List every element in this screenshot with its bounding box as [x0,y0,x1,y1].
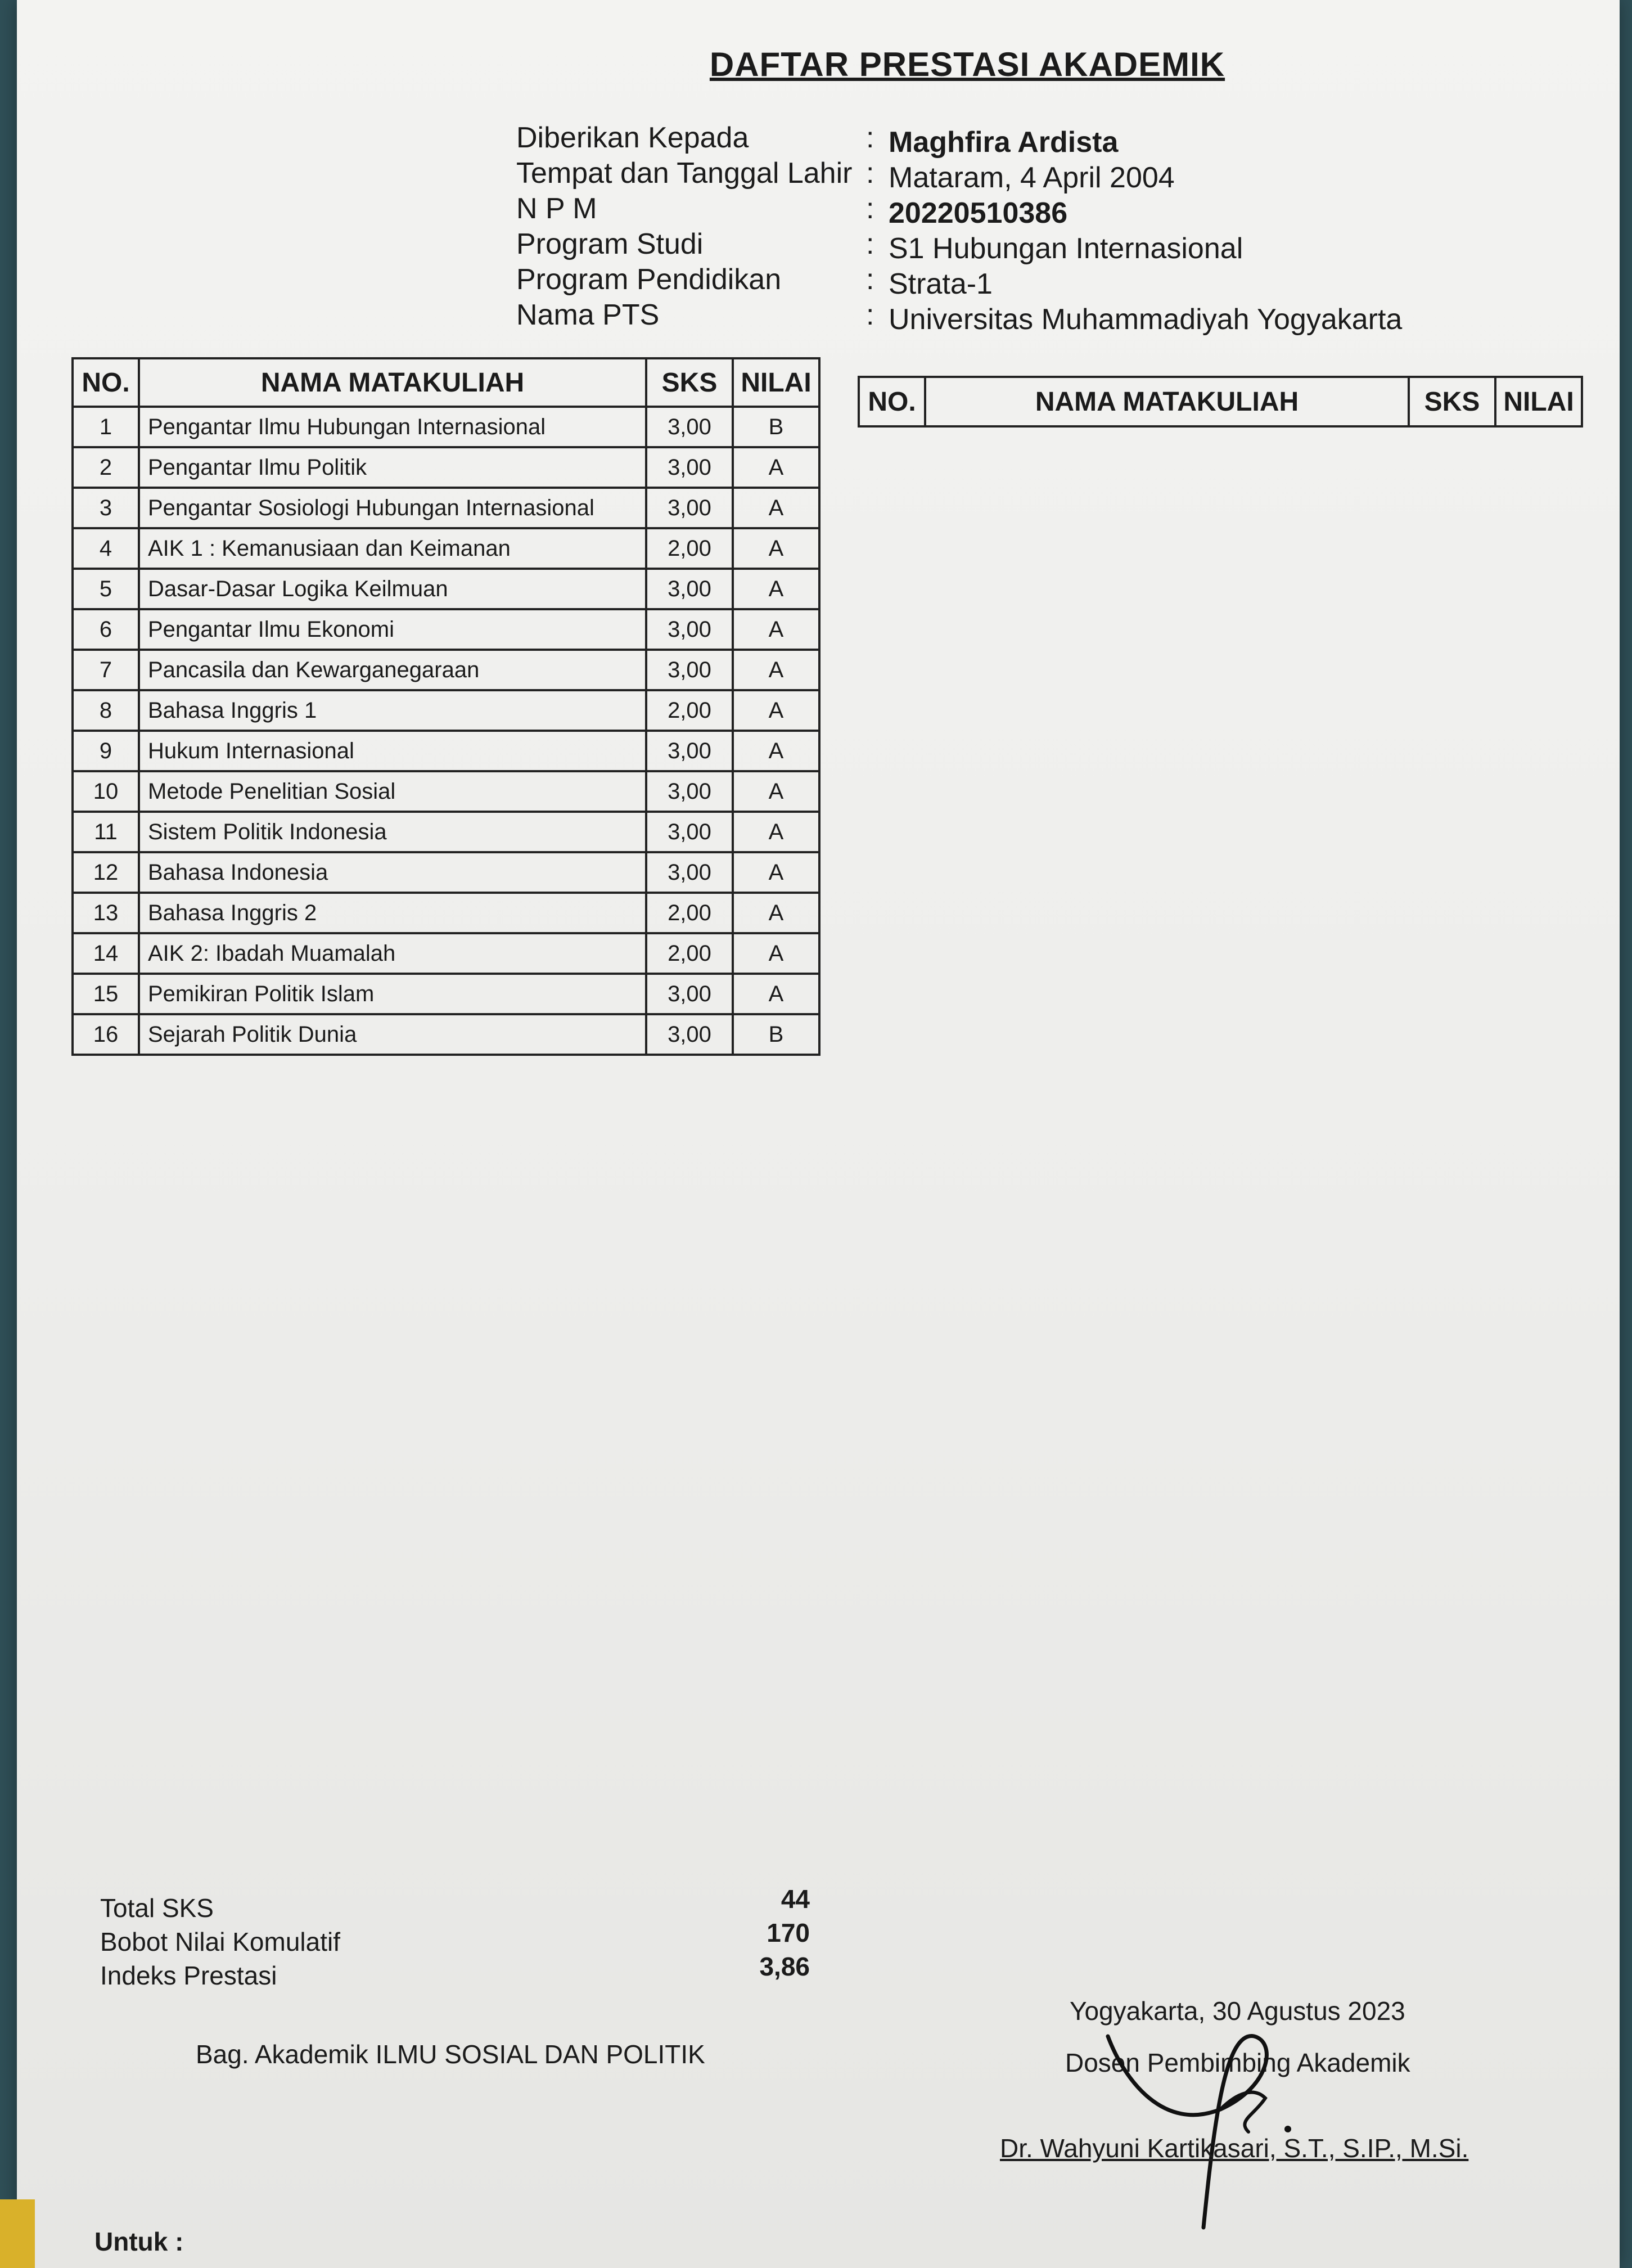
course-name: Bahasa Inggris 2 [139,893,646,933]
course-sks: 3,00 [646,488,733,528]
course-name: Bahasa Inggris 1 [139,690,646,731]
course-number: 14 [73,933,139,974]
header-no: NO. [73,358,139,407]
course-number: 15 [73,974,139,1014]
summary-value: 44 [781,1884,810,1914]
course-sks: 3,00 [646,609,733,650]
advisor-name: Dr. Wahyuni Kartikasari, S.T., S.IP., M.Si. [1000,2134,1469,2163]
header-sks: SKS [646,358,733,407]
summary-value: 3,86 [759,1952,810,1981]
table-row [73,731,819,771]
course-name: Bahasa Indonesia [139,852,646,893]
course-name: Pengantar Ilmu Politik [139,447,646,488]
document-title: DAFTAR PRESTASI AKADEMIK [709,46,1225,83]
courses-table-header [73,358,819,407]
course-sks: 2,00 [646,893,733,933]
header-nilai: NILAI [733,358,819,407]
course-number: 2 [73,447,139,488]
header-course-name: NAMA MATAKULIAH [139,358,646,407]
course-sks: 3,00 [646,407,733,447]
course-number: 10 [73,771,139,812]
header-course-name: NAMA MATAKULIAH [925,377,1409,426]
course-sks: 3,00 [646,812,733,852]
course-number: 3 [73,488,139,528]
course-grade: A [733,528,819,569]
info-label: Program Studi [516,228,704,260]
info-colon: : [866,228,874,260]
document-page [17,0,1620,2268]
info-value: Universitas Muhammadiyah Yogyakarta [889,303,1403,336]
table-row [73,933,819,974]
info-value: S1 Hubungan Internasional [889,232,1243,265]
table-row [73,771,819,812]
course-grade: A [733,609,819,650]
courses-table [71,357,820,1056]
header-nilai: NILAI [1495,377,1582,426]
course-number: 9 [73,731,139,771]
background-object [0,2199,35,2268]
course-grade: A [733,812,819,852]
course-name: Sistem Politik Indonesia [139,812,646,852]
continuation-table-header [858,376,1583,428]
course-name: Pancasila dan Kewarganegaraan [139,650,646,690]
info-value: Strata-1 [889,268,993,300]
course-number: 1 [73,407,139,447]
info-colon: : [866,122,874,154]
course-sks: 3,00 [646,771,733,812]
course-name: Sejarah Politik Dunia [139,1014,646,1055]
table-row [73,569,819,609]
header-sks: SKS [1409,377,1495,426]
course-sks: 2,00 [646,528,733,569]
table-row [73,852,819,893]
course-grade: A [733,650,819,690]
table-row [73,528,819,569]
table-row [73,690,819,731]
advisor-role: Dosen Pembimbing Akademik [1065,2048,1410,2077]
summary-value: 170 [767,1918,810,1947]
for-label: Untuk : [94,2227,184,2256]
course-name: Hukum Internasional [139,731,646,771]
courses-table-body [73,407,819,1055]
course-name: AIK 1 : Kemanusiaan dan Keimanan [139,528,646,569]
summary-label: Bobot Nilai Komulatif [100,1927,340,1956]
department-label: Bag. Akademik ILMU SOSIAL DAN POLITIK [196,2040,705,2069]
info-colon: : [866,263,874,296]
course-sks: 2,00 [646,690,733,731]
course-number: 6 [73,609,139,650]
course-sks: 3,00 [646,569,733,609]
course-name: Pemikiran Politik Islam [139,974,646,1014]
course-grade: A [733,690,819,731]
table-row [73,488,819,528]
course-grade: A [733,447,819,488]
table-row [73,447,819,488]
course-sks: 3,00 [646,1014,733,1055]
course-grade: B [733,407,819,447]
course-grade: A [733,771,819,812]
course-number: 5 [73,569,139,609]
info-value: Maghfira Ardista [889,126,1119,159]
course-number: 8 [73,690,139,731]
table-row [73,609,819,650]
course-sks: 3,00 [646,731,733,771]
table-row [73,407,819,447]
course-name: Pengantar Sosiologi Hubungan Internasional [139,488,646,528]
course-grade: A [733,933,819,974]
course-name: AIK 2: Ibadah Muamalah [139,933,646,974]
info-value: 20220510386 [889,197,1068,230]
header-no: NO. [859,377,925,426]
handwritten-signature [1085,2002,1355,2239]
course-sks: 3,00 [646,974,733,1014]
table-row [73,893,819,933]
info-label: Diberikan Kepada [516,122,749,154]
course-sks: 3,00 [646,650,733,690]
course-name: Pengantar Ilmu Hubungan Internasional [139,407,646,447]
table-row [73,650,819,690]
course-grade: A [733,974,819,1014]
table-row [73,812,819,852]
course-grade: A [733,852,819,893]
info-colon: : [866,157,874,190]
course-grade: B [733,1014,819,1055]
info-value: Mataram, 4 April 2004 [889,161,1175,194]
course-name: Pengantar Ilmu Ekonomi [139,609,646,650]
course-number: 7 [73,650,139,690]
info-label: Program Pendidikan [516,263,782,296]
info-colon: : [866,299,874,331]
summary-label: Indeks Prestasi [100,1961,277,1990]
course-grade: A [733,569,819,609]
course-sks: 3,00 [646,852,733,893]
course-grade: A [733,893,819,933]
course-number: 16 [73,1014,139,1055]
course-number: 11 [73,812,139,852]
course-number: 4 [73,528,139,569]
info-label: Tempat dan Tanggal Lahir [516,157,853,190]
info-label: Nama PTS [516,299,660,331]
info-label: N P M [516,192,597,225]
course-name: Metode Penelitian Sosial [139,771,646,812]
table-row [73,1014,819,1055]
course-grade: A [733,488,819,528]
course-grade: A [733,731,819,771]
place-date: Yogyakarta, 30 Agustus 2023 [1070,1996,1405,2026]
course-name: Dasar-Dasar Logika Keilmuan [139,569,646,609]
course-number: 13 [73,893,139,933]
summary-label: Total SKS [100,1893,214,1923]
course-number: 12 [73,852,139,893]
table-row [73,974,819,1014]
course-sks: 2,00 [646,933,733,974]
course-sks: 3,00 [646,447,733,488]
info-colon: : [866,192,874,225]
